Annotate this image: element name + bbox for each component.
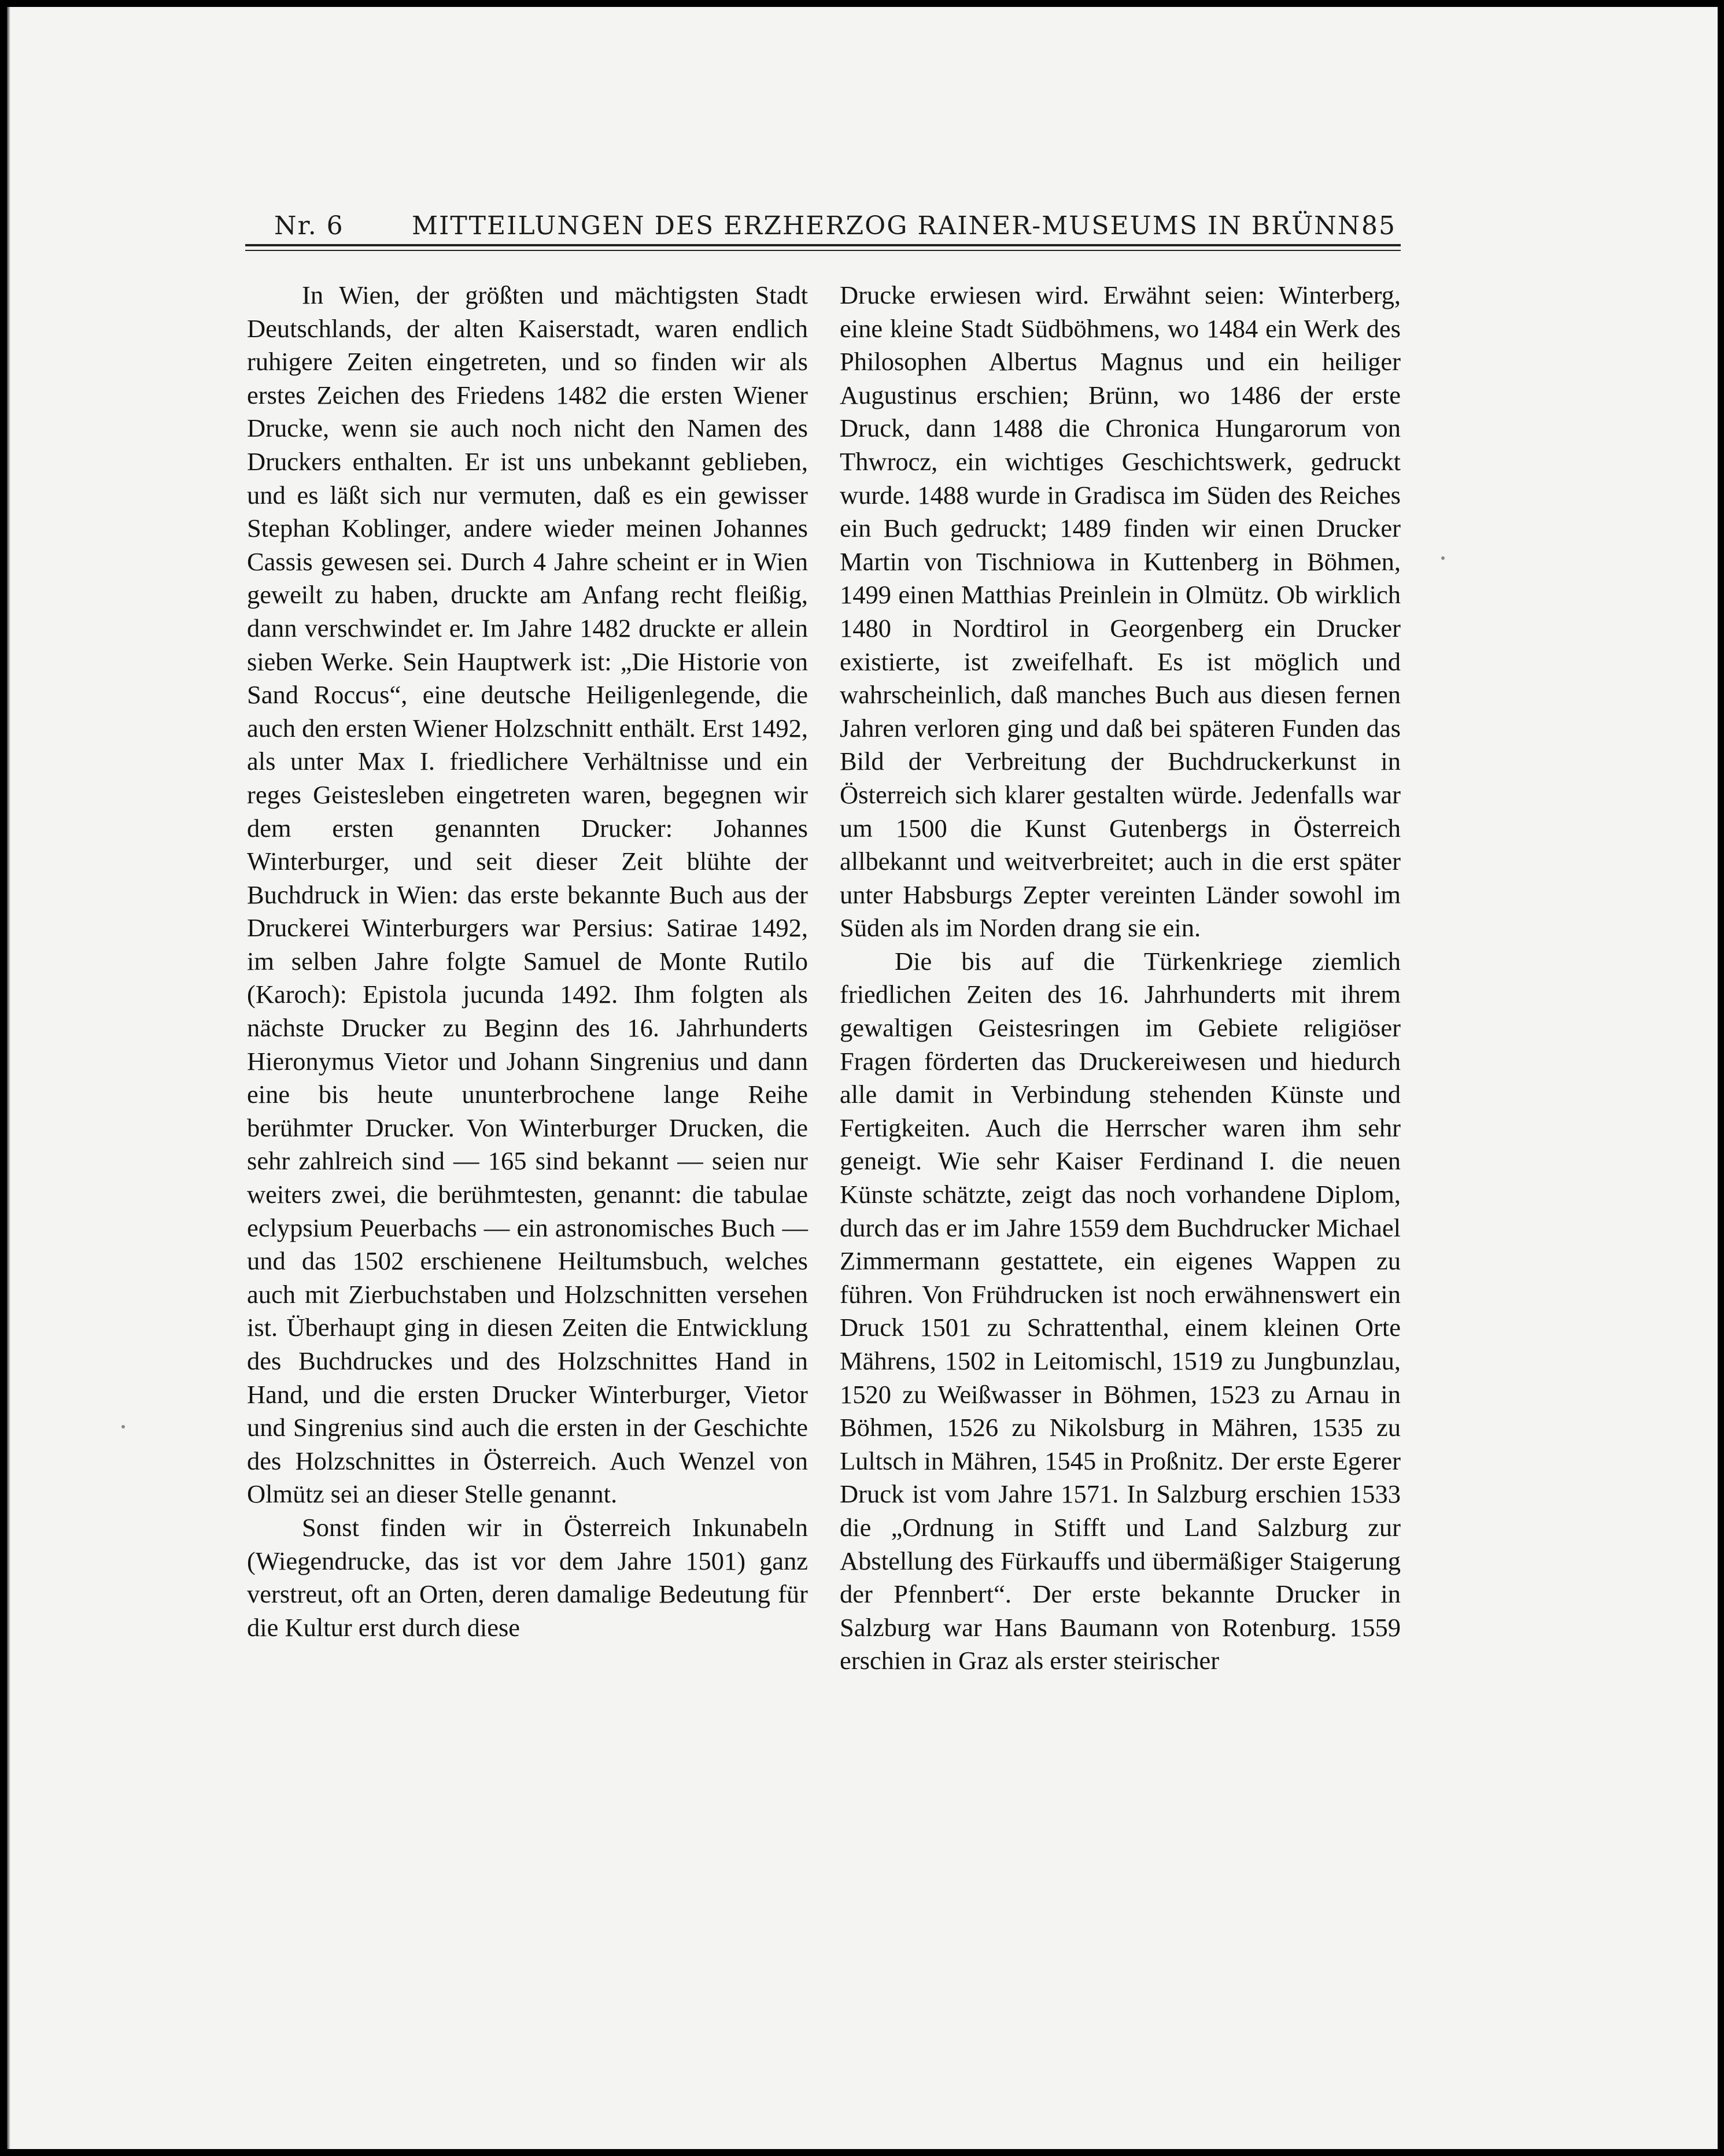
journal-title: MITTEILUNGEN DES ERZHERZOG RAINER-MUSEUMS IN BRÜNN [412, 211, 1361, 241]
issue-number: Nr. 6 [274, 211, 344, 241]
paragraph-vienna-printing: In Wien, der größten und mächtigsten Stadt Deutschlands, der alten Kaiserstadt, waren endlich ruhigere Zeiten eingetreten, und so finden wir als erstes Zeichen des Friedens 1482 die ersten Wiener Drucke, wenn sie auch noch nicht den Namen des Druckers enthalten. Er ist uns unbekannt geblieben, und es läßt sich nur vermuten, daß es ein gewisser Stephan Koblinger, andere wieder meinen Johannes Cassis gewesen sei. Durch 4 Jahre scheint er in Wien geweilt zu haben, druckte am Anfang recht fleißig, dann verschwindet er. Im Jahre 1482 druckte er allein sieben Werke. Sein Hauptwerk ist: „Die Historie von Sand Roccus“, eine deutsche Heiligenlegende, die auch den ersten Wiener Holzschnitt enthält. Erst 1492, als unter Max I. friedlichere Verhältnisse und ein reges Geistesleben eingetreten waren, begegnen wir dem ersten genannten Drucker: Johannes Winterburger, und seit dieser Zeit blühte der Buchdruck in Wien: das erste bekannte Buch aus der Druckerei Winterburgers war Persius: Satirae 1492, im selben Jahre folgte Samuel de Monte Rutilo (Karoch): Epistola jucunda 1492. Ihm folgten als nächste Drucker zu Beginn des 16. Jahrhunderts Hieronymus Vietor und Johann Singrenius und dann eine bis heute ununterbrochene lange Reihe berühmter Drucker. Von Winterburger Drucken, die sehr zahlreich sind — 165 sind bekannt — seien nur weiters zwei, die berühmtesten, genannt: die tabulae eclypsium Peuerbachs — ein astronomisches Buch — und das 1502 erschienene Heiltumsbuch, welches auch mit Zierbuchstaben und Holzschnitten versehen ist. Überhaupt ging in diesen Zeiten die Entwicklung des Buchdruckes und des Holzschnittes Hand in Hand, und die ersten Drucker Winterburger, Vietor und Singrenius sind auch die ersten in der Geschichte des Holzschnittes in Österreich. Auch Wenzel von Olmütz sei an dieser Stelle genannt. [247, 280, 808, 1509]
page-number: 85 [1361, 211, 1396, 241]
running-header [238, 201, 1402, 250]
right-column [840, 279, 1401, 1678]
header-rule-thin [245, 250, 1401, 251]
scanned-page [7, 7, 1718, 2149]
paper-speck [121, 1425, 125, 1428]
left-column [247, 279, 808, 1644]
paper-speck [1441, 556, 1445, 560]
page-edge-shadow [7, 7, 10, 2149]
header-rule-thick [245, 244, 1401, 246]
paragraph-early-prints: Drucke erwiesen wird. Erwähnt seien: Winterberg, eine kleine Stadt Südböhmens, wo 1484 ein Werk des Philosophen Albertus Magnus und ein heiliger Augustinus erschien; Brünn, wo 1486 der erste Druck, dann 1488 die Chronica Hungarorum von Thwrocz, ein wichtiges Geschichtswerk, gedruckt wurde. 1488 wurde in Gradisca im Süden des Reiches ein Buch gedruckt; 1489 finden wir einen Drucker Martin von Tischniowa in Kuttenberg in Böhmen, 1499 einen Matthias Preinlein in Olmütz. Ob wirklich 1480 in Nordtirol in Georgenberg ein Drucker existierte, ist zweifelhaft. Es ist möglich und wahrscheinlich, daß manches Buch aus diesen fernen Jahren verloren ging und daß bei späteren Funden das Bild der Verbreitung der Buchdruckerkunst in Österreich sich klarer gestalten würde. Jedenfalls war um 1500 die Kunst Gutenbergs in Österreich allbekannt und weitverbreitet; auch in die erst später unter Habsburgs Zepter vereinten Länder sowohl im Süden als im Norden drang sie ein. [840, 280, 1401, 943]
paragraph-16th-century: Die bis auf die Türkenkriege ziemlich friedlichen Zeiten des 16. Jahrhunderts mit ihrem gewaltigen Geistesringen im Gebiete religiöser Fragen förderten das Druckereiwesen und hiedurch alle damit in Verbindung stehenden Künste und Fertigkeiten. Auch die Herrscher waren ihm sehr geneigt. Wie sehr Kaiser Ferdinand I. die neuen Künste schätzte, zeigt das noch vorhandene Diplom, durch das er im Jahre 1559 dem Buchdrucker Michael Zimmermann gestattete, ein eigenes Wappen zu führen. Von Frühdrucken ist noch erwähnenswert ein Druck 1501 zu Schrattenthal, einem kleinen Orte Mährens, 1502 in Leitomischl, 1519 zu Jungbunzlau, 1520 zu Weißwasser in Böhmen, 1523 zu Arnau in Böhmen, 1526 zu Nikolsburg in Mähren, 1535 zu Lultsch in Mähren, 1545 in Proßnitz. Der erste Egerer Druck ist vom Jahre 1571. In Salzburg erschien 1533 die „Ordnung in Stifft und Land Salzburg zur Abstellung des Fürkauffs und übermäßiger Staigerung der Pfennbert“. Der erste bekannte Drucker in Salzburg war Hans Baumann von Rotenburg. 1559 erschien in Graz als erster steirischer [840, 946, 1401, 1675]
paragraph-incunabula: Sonst finden wir in Österreich Inkunabeln (Wiegendrucke, das ist vor dem Jahre 1501) ganz verstreut, oft an Orten, deren damalige Bedeutung für die Kultur erst durch diese [247, 1512, 808, 1642]
